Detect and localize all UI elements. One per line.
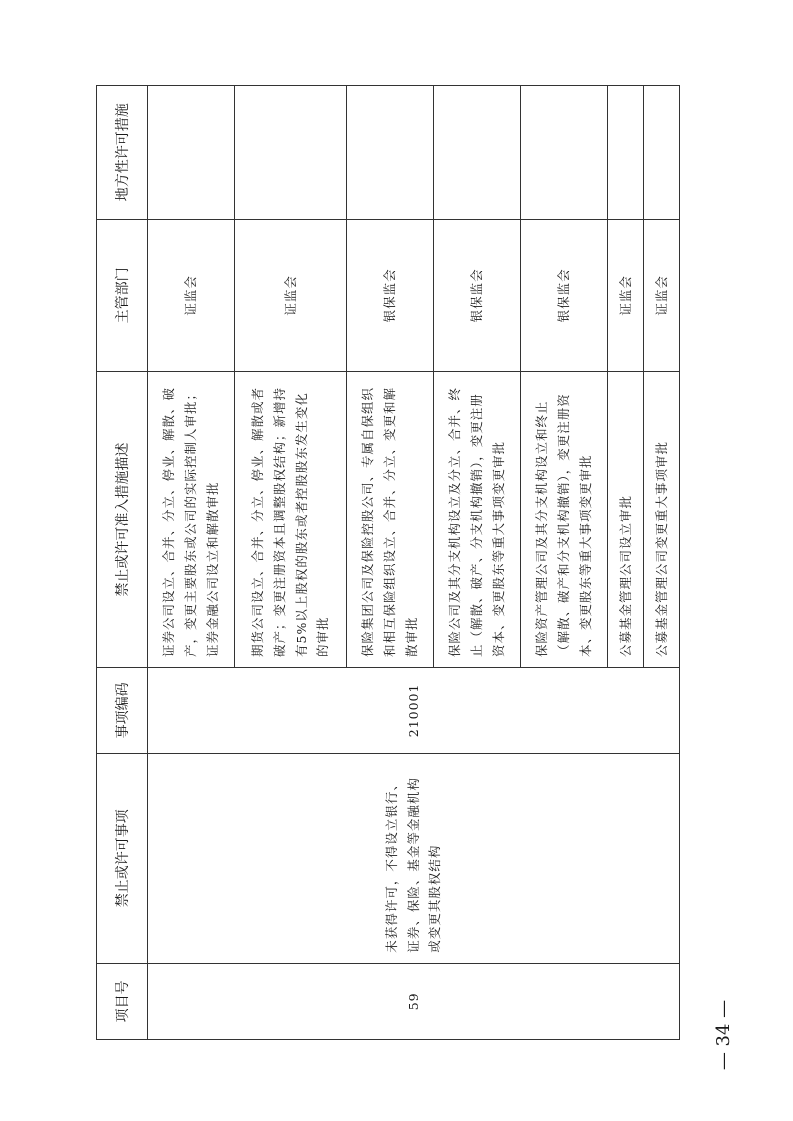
local-measure-cell <box>608 86 644 220</box>
description-cell: 公募基金管理公司变更重大事项审批 <box>643 372 679 668</box>
header-description: 禁止或许可准入措施描述 <box>97 372 148 668</box>
description-cell: 期货公司设立、合并、分立、停业、解散或者破产；变更注册资本且调整股权结构；新增持有5%以上股权的股东或者控股股东发生变化的审批 <box>234 372 346 668</box>
description-cell: 保险资产管理公司及其分支机构设立和终止（解散、破产和分支机构撤销），变更注册资本、变更股东等重大事项变更审批 <box>521 372 608 668</box>
local-measure-cell <box>521 86 608 220</box>
header-item: 禁止或许可事项 <box>97 753 148 963</box>
permit-table <box>96 85 680 1040</box>
table-row <box>148 86 235 1040</box>
department-cell: 证监会 <box>234 219 346 372</box>
code-cell: 210001 <box>148 667 680 753</box>
header-code: 事项编码 <box>97 667 148 753</box>
local-measure-cell <box>347 86 434 220</box>
rotated-table-page <box>96 85 680 1040</box>
description-cell: 证券公司设立、合并、分立、停业、解散、破产，变更主要股东或公司的实际控制人审批；证券金融公司设立和解散审批 <box>148 372 235 668</box>
department-cell: 证监会 <box>608 219 644 372</box>
header-local-measures: 地方性许可措施 <box>97 86 148 220</box>
department-cell: 证监会 <box>643 219 679 372</box>
page-number: — 34 — <box>712 999 734 1071</box>
department-cell: 银保监会 <box>521 219 608 372</box>
header-project-no: 项目号 <box>97 963 148 1039</box>
department-cell: 证监会 <box>148 219 235 372</box>
table-header-row <box>97 86 148 1040</box>
description-cell: 保险公司及其分支机构设立及分立、合并、终止（解散、破产、分支机构撤销），变更注册资本、变更股东等重大事项变更审批 <box>434 372 521 668</box>
local-measure-cell <box>643 86 679 220</box>
project-number-cell: 59 <box>148 963 680 1039</box>
local-measure-cell <box>234 86 346 220</box>
local-measure-cell <box>148 86 235 220</box>
local-measure-cell <box>434 86 521 220</box>
department-cell: 银保监会 <box>434 219 521 372</box>
description-cell: 保险集团公司及保险控股公司、专属自保组织和相互保险组织设立、合并、分立、变更和解散审批 <box>347 372 434 668</box>
department-cell: 银保监会 <box>347 219 434 372</box>
description-cell: 公募基金管理公司设立审批 <box>608 372 644 668</box>
header-department: 主管部门 <box>97 219 148 372</box>
item-cell: 未获得许可，不得设立银行、证券、保险、基金等金融机构或变更其股权结构 <box>148 753 680 963</box>
